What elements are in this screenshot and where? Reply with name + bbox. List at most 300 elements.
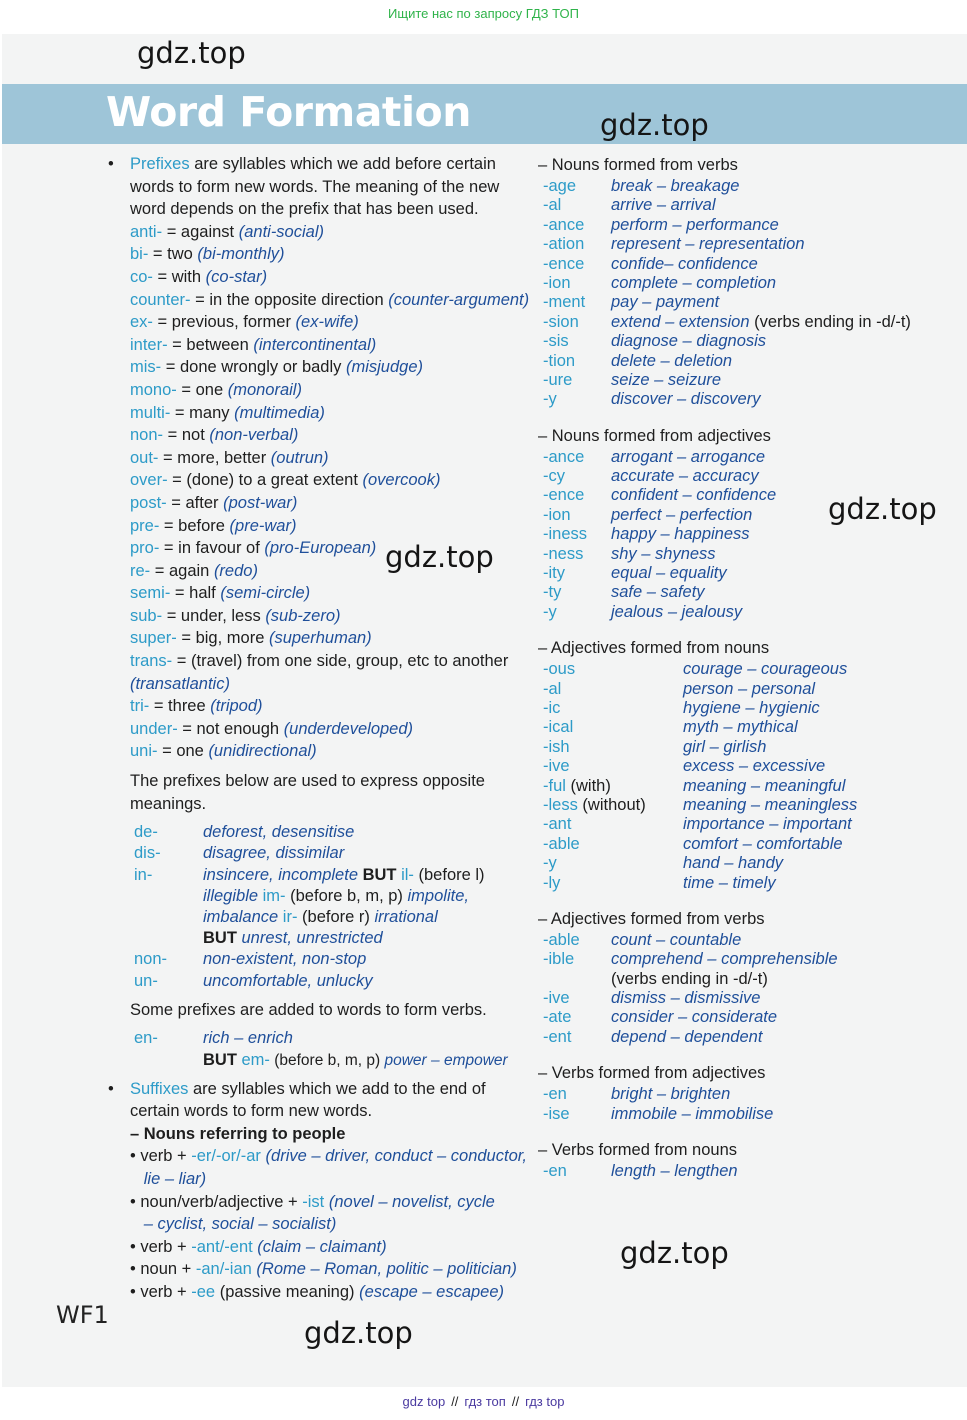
prefix-meaning: = three xyxy=(149,697,211,716)
suffix-cell xyxy=(543,796,646,815)
prefix-example: (semi-circle) xyxy=(220,584,311,603)
word-pair-text: meaning – meaningful xyxy=(683,776,846,795)
word-pair-text: time – timely xyxy=(683,873,776,892)
suffix: -en xyxy=(543,1085,567,1104)
word-pair-text: extend – extension xyxy=(611,312,750,331)
spacer xyxy=(108,1021,508,1028)
prefix-row xyxy=(108,1028,508,1049)
prefix-example: rich – enrich xyxy=(203,1029,293,1048)
prefix: un- xyxy=(134,971,158,990)
intro-text: word depends on the prefix that has been used. xyxy=(130,200,479,219)
suffix-row xyxy=(538,545,958,564)
word-pair xyxy=(683,854,783,873)
word-pair-text: represent – representation xyxy=(611,235,805,254)
prefix-meaning: = between xyxy=(167,335,254,354)
prefix-example: uncomfortable, unlucky xyxy=(203,971,373,990)
word-pair xyxy=(611,970,768,989)
suffix-row xyxy=(538,448,958,467)
suffix: -en xyxy=(543,1162,567,1181)
section-term: Prefixes xyxy=(130,155,190,173)
prefix-examples xyxy=(203,971,373,992)
word-pair xyxy=(611,371,721,390)
suffix-row xyxy=(538,235,958,254)
but-label: BUT xyxy=(203,929,242,948)
prefix-example: deforest, desensitise xyxy=(203,823,355,842)
prefix: under- xyxy=(130,719,178,738)
word-pair-text: discover – discovery xyxy=(611,390,761,409)
word-pair-text: jealous – jealousy xyxy=(611,602,743,621)
word-class: • noun + xyxy=(130,1260,196,1279)
word-pair xyxy=(611,564,727,583)
suffix: -cy xyxy=(543,467,565,486)
suffix: -ly xyxy=(543,873,561,892)
word-pair xyxy=(611,255,758,274)
prefix: tri- xyxy=(130,697,150,716)
word-pair xyxy=(611,583,705,602)
prefix-example: unrest, unrestricted xyxy=(241,929,383,948)
suffix-row xyxy=(538,506,958,525)
prefix-example: impolite, xyxy=(407,886,469,905)
footer-link[interactable]: gdz top xyxy=(402,1394,446,1409)
prefix-example: (redo) xyxy=(213,561,258,580)
word-pair-text: hygiene – hygienic xyxy=(683,698,820,717)
suffix: -age xyxy=(543,177,577,195)
prefix: trans- xyxy=(130,652,173,671)
prefix-row xyxy=(108,843,508,864)
prefix-meaning: = again xyxy=(150,561,214,580)
spacer xyxy=(538,1124,958,1138)
section-term: Suffixes xyxy=(130,1079,189,1098)
word-pair-text: delete – deletion xyxy=(611,351,733,370)
prefix-meaning: = previous, former xyxy=(152,313,296,332)
suffix: -able xyxy=(543,834,580,853)
prefix-meaning: = against xyxy=(162,222,239,241)
suffix-row xyxy=(538,796,958,815)
bullet: • xyxy=(108,1079,114,1098)
word-pair xyxy=(683,660,847,679)
word-pair xyxy=(611,525,750,544)
prefix-row xyxy=(108,971,508,992)
prefix-row xyxy=(108,907,508,928)
prefix-row xyxy=(108,311,508,334)
prefix-meaning: = with xyxy=(152,267,206,286)
prefix: mis- xyxy=(130,358,162,377)
suffix-row xyxy=(538,332,958,351)
prefix-example: (post-war) xyxy=(223,493,298,512)
suffix-example: (Rome – Roman, politic – politician) xyxy=(251,1260,517,1279)
suffix-row xyxy=(538,680,958,699)
prefix-row xyxy=(108,740,508,763)
suffix: -ence xyxy=(543,254,585,273)
suffix: -less xyxy=(543,795,578,814)
prefix-example: disagree, dissimilar xyxy=(203,844,345,863)
prefix-meaning: = before xyxy=(159,516,230,535)
text-line xyxy=(108,770,508,793)
prefix-examples xyxy=(203,928,383,949)
prefix: post- xyxy=(130,493,167,512)
suffix: -sion xyxy=(543,312,579,331)
spacer xyxy=(538,622,958,636)
suffix-row xyxy=(108,1281,508,1304)
prefix-example: (intercontinental) xyxy=(253,335,377,354)
suffix: -an/-ian xyxy=(195,1260,252,1279)
footer xyxy=(0,1394,967,1409)
suffix-row xyxy=(538,815,958,834)
watermark: gdz.top xyxy=(137,36,246,70)
watermark: gdz.top xyxy=(304,1316,413,1350)
prefix-example: (anti-social) xyxy=(238,222,324,241)
word-pair xyxy=(611,989,760,1008)
prefix-examples xyxy=(203,1050,508,1071)
suffix-row xyxy=(538,352,958,371)
word-pair-text: bright – brighten xyxy=(611,1085,731,1104)
prefix-row xyxy=(108,650,508,673)
prefix-row xyxy=(108,424,508,447)
suffix-row xyxy=(538,371,958,390)
prefix-row xyxy=(108,865,508,886)
suffix: -ure xyxy=(543,370,573,389)
usage-note: (verbs ending in -d/-t) xyxy=(611,969,768,988)
prefix: anti- xyxy=(130,222,163,241)
suffix: -ance xyxy=(543,447,585,466)
prefix-row xyxy=(108,447,508,470)
suffix: -ive xyxy=(543,989,570,1008)
word-pair xyxy=(611,274,776,293)
prefix-example: (transatlantic) xyxy=(130,674,230,693)
prefix-example: (pre-war) xyxy=(229,516,297,535)
word-pair xyxy=(611,603,742,622)
suffix: -y xyxy=(543,602,557,621)
suffix: -ness xyxy=(543,544,584,563)
prefix: over- xyxy=(130,471,168,490)
prefix-examples xyxy=(203,907,438,928)
watermark: gdz.top xyxy=(600,108,709,142)
prefix-example: (tripod) xyxy=(210,697,263,716)
suffix-row xyxy=(538,660,958,679)
word-pair-text: seize – seizure xyxy=(611,370,722,389)
prefix-row xyxy=(108,627,508,650)
word-pair xyxy=(611,352,732,371)
word-pair-text: equal – equality xyxy=(611,564,727,583)
suffix-row xyxy=(108,1236,508,1259)
word-pair-text: courage – courageous xyxy=(683,660,848,679)
suffix: -er/-or/-ar xyxy=(191,1147,261,1166)
word-pair xyxy=(611,1085,730,1104)
suffix-row xyxy=(538,738,958,757)
suffix-row xyxy=(108,1213,508,1236)
suffix: -iness xyxy=(543,525,588,544)
prefix-meaning: = more, better xyxy=(158,448,271,467)
word-class xyxy=(130,1170,144,1188)
prefix-meaning: = one xyxy=(157,742,209,761)
suffix-row xyxy=(538,989,958,1008)
text-line xyxy=(108,999,508,1022)
word-pair-text: consider – considerate xyxy=(611,1008,778,1027)
prefix-row xyxy=(108,1050,508,1071)
word-pair-text: depend – dependent xyxy=(611,1027,763,1046)
usage-note: (before b, m, p) xyxy=(285,886,408,905)
spacer xyxy=(108,1071,508,1078)
prefix-example: (outrun) xyxy=(270,448,329,467)
prefix: il- xyxy=(401,865,414,884)
prefix-example: (monorail) xyxy=(227,380,302,399)
suffix-row xyxy=(538,603,958,622)
suffix-row xyxy=(538,390,958,409)
bullet: • xyxy=(108,155,114,173)
word-class: • verb + xyxy=(130,1147,192,1166)
suffix-example: (novel – novelist, cycle xyxy=(324,1192,495,1211)
word-pair-text: meaning – meaningless xyxy=(683,795,858,814)
suffix-row xyxy=(538,313,958,332)
prefix-example: imbalance xyxy=(203,907,279,926)
footer-separator: // xyxy=(511,1394,520,1409)
word-pair xyxy=(683,699,820,718)
prefix: de- xyxy=(134,823,158,842)
word-pair xyxy=(683,777,845,796)
prefix-meaning: = big, more xyxy=(176,629,269,648)
suffix-example: (drive – driver, conduct – conductor, xyxy=(260,1147,527,1166)
footer-link[interactable]: гдз top xyxy=(525,1394,565,1409)
prefix-example: (pro-European) xyxy=(264,539,377,558)
suffix: -y xyxy=(543,854,557,873)
suffix: -ance xyxy=(543,215,585,234)
word-pair xyxy=(611,216,779,235)
prefix-row xyxy=(108,537,508,560)
suffix-row xyxy=(538,525,958,544)
suffix: -sis xyxy=(543,332,569,351)
suffix-row xyxy=(538,835,958,854)
suffix-row xyxy=(538,564,958,583)
word-pair-text: myth – mythical xyxy=(683,718,798,737)
suffix: -y xyxy=(543,390,557,409)
word-pair xyxy=(683,874,776,893)
intro-text: The prefixes below are used to express opposite xyxy=(130,772,485,791)
prefixes-suffixes-column xyxy=(108,153,530,1304)
prefix-example: (bi-monthly) xyxy=(197,245,285,264)
spacer xyxy=(108,763,508,770)
word-class: • verb + xyxy=(130,1283,192,1302)
word-pair xyxy=(611,545,716,564)
spacer xyxy=(538,410,958,424)
suffix-row xyxy=(538,486,958,505)
text-line xyxy=(108,198,508,221)
word-pair-text: safe – safety xyxy=(611,583,705,602)
suffix-row xyxy=(538,583,958,602)
word-pair xyxy=(683,835,843,854)
word-pair-text: comprehend – comprehensible xyxy=(611,950,838,969)
suffix: -ic xyxy=(543,698,561,717)
suffix-row xyxy=(538,196,958,215)
prefix-row xyxy=(108,582,508,605)
prefix-meaning: = (travel) from one side, group, etc to another xyxy=(172,652,509,671)
word-pair-text: count – countable xyxy=(611,930,742,949)
prefix-examples xyxy=(203,822,354,843)
prefix: ir- xyxy=(278,907,298,926)
prefix-example: (co-star) xyxy=(205,267,268,286)
word-class: • noun/verb/adjective + xyxy=(130,1192,303,1211)
word-pair xyxy=(683,718,798,737)
word-pair-text: person – personal xyxy=(683,679,816,698)
prefix-meaning: = half xyxy=(170,584,221,603)
intro-text: meanings. xyxy=(130,794,207,813)
word-pair-text: pay – payment xyxy=(611,293,720,312)
text-line xyxy=(108,176,508,199)
suffix: -ity xyxy=(543,564,565,583)
prefix-meaning: = after xyxy=(166,493,224,512)
suffix-example: lie – liar) xyxy=(143,1170,207,1189)
intro-text: are syllables which we add to the end of xyxy=(188,1079,486,1098)
word-pair-text: importance – important xyxy=(683,815,852,834)
prefix-example: insincere, incomplete xyxy=(203,865,358,884)
suffix: -ion xyxy=(543,273,571,292)
suffix: -al xyxy=(543,679,562,698)
prefix-examples xyxy=(203,1028,293,1049)
word-pair-text: immobile – immobilise xyxy=(611,1104,774,1123)
suffix-row xyxy=(538,467,958,486)
suffix: -ation xyxy=(543,235,585,254)
suffix-note: (with) xyxy=(565,776,611,795)
suffix-example: (claim – claimant) xyxy=(252,1237,387,1256)
prefix-row xyxy=(108,718,508,741)
section-heading: – Verbs formed from adjectives xyxy=(538,1064,766,1083)
word-pair-text: complete – completion xyxy=(611,273,777,292)
word-pair xyxy=(611,196,716,215)
page-title: Word Formation xyxy=(106,88,471,136)
prefix-row xyxy=(108,695,508,718)
prefix-row xyxy=(108,822,508,843)
word-pair xyxy=(683,757,825,776)
word-pair xyxy=(611,235,805,254)
suffix-row xyxy=(538,1162,958,1181)
suffix-example: (passive meaning) xyxy=(215,1283,360,1302)
prefix-example: power – empower xyxy=(384,1051,508,1069)
suffix-row xyxy=(538,1085,958,1104)
word-pair-text: girl – girlish xyxy=(683,737,767,756)
suffix-example: – cyclist, social – socialist) xyxy=(143,1215,337,1234)
suffix: -ent xyxy=(543,1027,572,1046)
suffix-row xyxy=(538,1105,958,1124)
prefix-example: (underdeveloped) xyxy=(283,719,414,738)
suffix-row xyxy=(538,293,958,312)
prefix-row xyxy=(108,886,508,907)
suffix-row xyxy=(538,274,958,293)
word-pair xyxy=(611,1008,777,1027)
prefix: re- xyxy=(130,561,151,580)
footer-link[interactable]: гдз топ xyxy=(464,1394,506,1409)
suffix-row xyxy=(538,950,958,969)
suffix-row xyxy=(538,874,958,893)
text-line xyxy=(108,153,508,176)
usage-note: (before r) xyxy=(297,907,375,926)
suffix: -ate xyxy=(543,1008,572,1027)
prefix-meaning: = in favour of xyxy=(159,539,265,558)
suffix-row xyxy=(538,177,958,196)
word-pair xyxy=(683,815,852,834)
usage-note: (before b, m, p) xyxy=(269,1051,385,1069)
prefix: semi- xyxy=(130,584,171,603)
but-label: BUT xyxy=(203,1050,242,1069)
footer-separator: // xyxy=(451,1394,459,1409)
prefix-meaning: = many xyxy=(170,403,235,422)
prefix-example: (ex-wife) xyxy=(295,313,359,332)
word-class: • verb + xyxy=(130,1237,192,1256)
prefix: im- xyxy=(258,886,286,905)
prefix: pre- xyxy=(130,516,160,535)
word-pair xyxy=(611,1105,773,1124)
prefix: counter- xyxy=(130,290,191,309)
word-pair xyxy=(611,448,765,467)
word-pair xyxy=(611,950,838,969)
prefix-meaning: = in the opposite direction xyxy=(190,290,389,309)
suffix-cell xyxy=(543,777,611,796)
word-pair xyxy=(611,467,759,486)
suffix-row xyxy=(108,1191,508,1214)
prefix-row xyxy=(108,379,508,402)
word-pair-text: excess – excessive xyxy=(683,757,826,776)
prefix-row xyxy=(108,492,508,515)
prefix-example: (multimedia) xyxy=(234,403,325,422)
search-hint: Ищите нас по запросу ГДЗ ТОП xyxy=(388,6,579,21)
prefix: mono- xyxy=(130,380,177,399)
suffix: -ant xyxy=(543,815,572,834)
section-heading: – Verbs formed from nouns xyxy=(538,1141,738,1160)
prefix-row xyxy=(108,356,508,379)
prefix-row xyxy=(108,469,508,492)
suffix-row xyxy=(538,255,958,274)
prefix-meaning: = (done) to a great extent xyxy=(167,471,363,490)
prefix-row xyxy=(108,334,508,357)
suffix: -al xyxy=(543,196,562,215)
prefix-examples xyxy=(203,843,344,864)
page-number: WF1 xyxy=(56,1301,109,1329)
suffix-row xyxy=(538,1008,958,1027)
prefix: uni- xyxy=(130,742,158,761)
section-heading: – Nouns formed from adjectives xyxy=(538,426,771,445)
prefix: in- xyxy=(134,865,153,884)
prefix-example: (non-verbal) xyxy=(209,426,299,445)
prefix: em- xyxy=(241,1050,270,1069)
prefix-row xyxy=(108,560,508,583)
word-pair-text: perform – performance xyxy=(611,215,779,234)
prefix-meaning: = not xyxy=(163,426,210,445)
prefix: super- xyxy=(130,629,177,648)
prefix-examples xyxy=(203,949,366,970)
suffix-row xyxy=(538,854,958,873)
prefix: ex- xyxy=(130,313,153,332)
word-pair-text: arrogant – arrogance xyxy=(611,447,766,466)
prefix-examples xyxy=(203,886,469,907)
subsection-heading: – Nouns referring to people xyxy=(130,1124,346,1143)
text-line xyxy=(108,1078,508,1101)
watermark: gdz.top xyxy=(828,492,937,526)
section-heading: – Nouns formed from verbs xyxy=(538,156,738,174)
prefix: co- xyxy=(130,267,153,286)
prefix-meaning: = two xyxy=(148,245,198,264)
prefix-row xyxy=(108,949,508,970)
intro-text: certain words to form new words. xyxy=(130,1102,373,1121)
prefix-row xyxy=(108,243,508,266)
prefix-example: (unidirectional) xyxy=(208,742,317,761)
but-label: BUT xyxy=(358,865,402,884)
word-pair xyxy=(611,332,766,351)
prefix-example: (misjudge) xyxy=(345,358,424,377)
word-pair xyxy=(611,1028,762,1047)
prefix-meaning: = not enough xyxy=(177,719,284,738)
word-pair xyxy=(683,738,766,757)
spacer xyxy=(538,1047,958,1061)
suffix: -ish xyxy=(543,737,570,756)
prefix: multi- xyxy=(130,403,171,422)
